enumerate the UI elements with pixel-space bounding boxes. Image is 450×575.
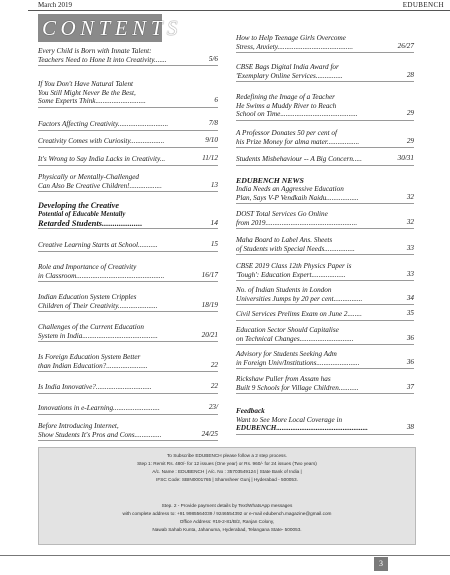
toc-entry-page: 13 <box>210 180 218 189</box>
subscription-line: IFSC Code: SBIN0001765 | Shamsheer Gunj | Hyderabad - 500053. <box>156 477 298 482</box>
toc-entry-page: 24/25 <box>201 429 218 438</box>
news-entry[interactable] <box>236 236 414 255</box>
subscription-line: Office Address: #19-2-81/B/2, Ranjan Colony, <box>179 519 275 524</box>
toc-entry-title: Innovations in e-Learning.......................... <box>38 404 160 412</box>
toc-entry[interactable] <box>236 93 414 121</box>
toc-entry-page: 29 <box>406 109 414 118</box>
header-rule <box>28 10 450 11</box>
toc-entry-title: Physically or Mentally-Challenged Can Also Be Creative Children!.................. <box>38 173 162 190</box>
news-entry-title: DOST Total Services Go Online from 2019................................................... <box>236 210 358 227</box>
toc-entry[interactable] <box>38 80 218 108</box>
toc-entry-title: CBSE Bags Digital India Award for 'Exemplary Online Services............... <box>236 63 343 80</box>
news-entry[interactable] <box>236 375 414 394</box>
toc-entry-page: 20/21 <box>201 330 218 339</box>
toc-entry[interactable] <box>236 63 414 82</box>
toc-entry[interactable] <box>236 155 414 166</box>
feedback-line-2: EDUBENCH................................................... <box>236 424 368 433</box>
toc-entry[interactable] <box>38 404 218 415</box>
toc-entry-page: 9/10 <box>205 136 218 144</box>
toc-entry-title: Indian Education System Cripples Children of Their Creativity...................... <box>38 293 158 310</box>
toc-entry[interactable] <box>38 47 218 66</box>
feature-page: 14 <box>210 218 218 227</box>
subscription-line: with complete address to: +91 9985564039 / 9246554392 or e-mail edubench.magazine@gmail.com <box>122 511 332 516</box>
toc-entry-page: 16/17 <box>201 270 218 279</box>
feedback-page: 38 <box>406 423 414 432</box>
news-entry-title: Rickshaw Puller from Assam has Built 9 Schools for Village Children........... <box>236 375 359 392</box>
news-entry-page: 36 <box>406 333 414 342</box>
toc-entry-page: 23/ <box>208 403 218 411</box>
toc-entry-title: How to Help Teenage Girls Overcome Stress, Anxiety.......................................... <box>236 34 353 51</box>
toc-entry-title: A Professor Donates 50 per cent of his Prize Money for alma mater.................. <box>236 129 360 146</box>
toc-entry-title: Every Child is Born with Innate Talent: Teachers Need to Hone It into Creativity....... <box>38 47 167 64</box>
toc-entry-page: 30/31 <box>397 154 414 162</box>
toc-entry-title: Is India Innovative?............................... <box>38 383 152 391</box>
toc-entry[interactable] <box>38 155 218 166</box>
contents-title: CONTENTS <box>42 15 182 40</box>
news-entry-title: Advisory for Students Seeking Adm in Foreign Univ/Institutions........................ <box>236 350 360 367</box>
news-entry-page: 37 <box>406 382 414 391</box>
toc-entry-page: 6 <box>214 96 218 105</box>
toc-entry-page: 5/6 <box>208 54 218 63</box>
news-entry[interactable] <box>236 185 414 204</box>
issue-date: March 2019 <box>38 1 73 9</box>
toc-entry[interactable] <box>38 137 218 148</box>
news-entry-page: 33 <box>406 243 414 252</box>
toc-entry-title: Role and Importance of Creativity in Classroom................................................. <box>38 263 165 280</box>
toc-entry-page: 28 <box>406 70 414 79</box>
news-entry-page: 35 <box>406 309 414 317</box>
feedback-heading: Feedback <box>236 407 265 415</box>
toc-entry[interactable] <box>38 241 218 252</box>
toc-entry-page: 26/27 <box>397 41 414 50</box>
news-entry[interactable] <box>236 286 414 305</box>
page-number: 3 <box>374 557 388 571</box>
feedback-entry[interactable] <box>236 407 414 435</box>
subscription-line: A/c. Name : EDUBENCH | A/c. No : 35703549124 | State Bank of India | <box>152 469 302 474</box>
news-entry[interactable] <box>236 326 414 345</box>
footer-rule <box>0 555 450 556</box>
news-entry-page: 33 <box>406 269 414 278</box>
toc-entry[interactable] <box>38 263 218 282</box>
toc-entry-title: It's Wrong to Say India Lacks in Creativity... <box>38 155 166 163</box>
toc-entry-page: 7/8 <box>208 119 218 127</box>
toc-entry[interactable] <box>236 34 414 53</box>
contents-title-box <box>38 14 182 42</box>
toc-entry[interactable] <box>38 353 218 372</box>
feedback-line-1: Want to See More Local Coverage in <box>236 415 343 424</box>
toc-entry-title: Before Introducing Internet, Show Students It's Pros and Cons............... <box>38 422 162 439</box>
news-entry[interactable] <box>236 310 414 321</box>
toc-entry-title: Challenges of the Current Education System in India.......................................... <box>38 323 158 340</box>
news-entry-title: No. of Indian Students in London Universities Jumps by 20 per cent................ <box>236 286 363 303</box>
news-entry[interactable] <box>236 262 414 281</box>
news-entry-title: India Needs an Aggressive Education Plan, Says V-P Vendkaih Naidu.................. <box>236 185 359 202</box>
news-entry-page: 34 <box>406 293 414 302</box>
news-entry-title: Education Sector Should Capitalise on Technical Changes.............................. <box>236 326 354 343</box>
publication-name: EDUBENCH <box>402 1 444 9</box>
toc-entry-title: Students Misbehaviour -- A Big Concern..... <box>236 155 362 163</box>
news-entry-title: Maha Board to Label Ans. Sheets of Students with Special Needs................. <box>236 236 355 253</box>
toc-entry[interactable] <box>38 323 218 342</box>
news-entry-page: 36 <box>406 357 414 366</box>
news-entry-title: CBSE 2019 Class 12th Physics Paper is 'Tough': Education Expert................... <box>236 262 352 279</box>
subscription-line: To Subscribe EDUBENCH please follow a 2 step process. <box>166 453 288 458</box>
news-section-heading: EDUBENCH NEWS <box>236 176 304 185</box>
toc-entry-page: 22 <box>210 382 218 390</box>
feature-section[interactable] <box>38 201 218 229</box>
toc-entry-title: Creative Learning Starts at School........... <box>38 241 158 249</box>
toc-entry-title: Creativity Comes with Curiosity................... <box>38 137 165 145</box>
news-entry[interactable] <box>236 210 414 229</box>
subscription-box <box>38 447 416 545</box>
news-entry-page: 32 <box>406 192 414 201</box>
feature-line-3: Retarded Students................... <box>38 218 143 228</box>
subscription-line: Step 1: Remit Rs. 480/- for 12 issues (One year) or Rs. 960/- for 24 issues (Two years) <box>137 461 317 466</box>
toc-entry-title: Is Foreign Education System Better than Indian Education?....................... <box>38 353 148 370</box>
toc-entry[interactable] <box>38 120 218 131</box>
toc-entry-title: If You Don't Have Natural Talent You Still Might Never Be the Best, Some Experts Think............................ <box>38 80 146 106</box>
toc-entry[interactable] <box>38 293 218 312</box>
toc-entry-title: Factors Affecting Creativity............................ <box>38 120 169 128</box>
subscription-line: Step. 2 - Provide payment details by Text/WhatsApp messages <box>161 503 293 508</box>
news-entry[interactable] <box>236 350 414 369</box>
toc-entry-page: 29 <box>406 136 414 145</box>
toc-entry[interactable] <box>38 422 218 441</box>
toc-entry-page: 15 <box>210 240 218 248</box>
toc-entry[interactable] <box>38 173 218 192</box>
toc-entry-page: 18/19 <box>201 300 218 309</box>
toc-entry[interactable] <box>38 383 218 394</box>
subscription-line: Nawab Sahab Kunta, Jahanuma, Hyderabad, Telangana State- 500053. <box>152 527 302 532</box>
feature-line-2: Potential of Educable Mentally <box>38 211 126 218</box>
toc-entry-title: Redefining the Image of a Teacher He Swims a Muddy River to Reach School on Time........................................... <box>236 93 358 119</box>
news-entry-title: Civil Services Prelims Exam on June 2........ <box>236 310 362 318</box>
toc-entry-page: 22 <box>210 360 218 369</box>
feature-line-1: Developing the Creative <box>38 201 119 210</box>
news-entry-page: 32 <box>406 217 414 226</box>
toc-entry-page: 11/12 <box>202 154 218 162</box>
toc-entry[interactable] <box>236 129 414 148</box>
